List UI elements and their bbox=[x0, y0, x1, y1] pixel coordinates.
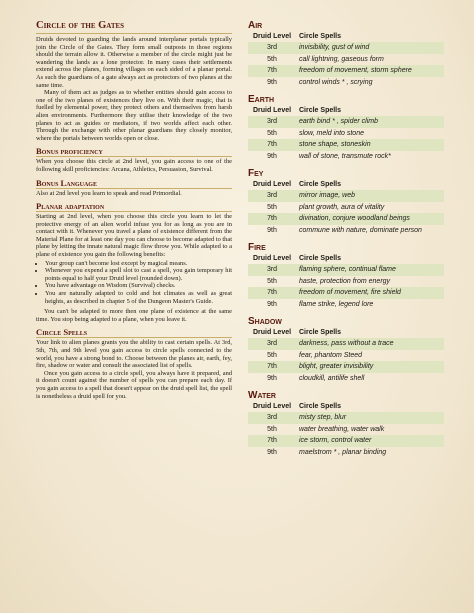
table-row bbox=[248, 65, 444, 77]
table-row bbox=[248, 276, 444, 288]
level-cell: 5th bbox=[267, 55, 277, 63]
spells-cell: stone shape, stoneskin bbox=[296, 139, 444, 151]
level-cell: 3rd bbox=[248, 190, 296, 202]
spells-cell: freedom of movement, storm sphere bbox=[296, 65, 444, 77]
column-header-level: Druid Level bbox=[252, 329, 292, 336]
table-row bbox=[248, 116, 444, 128]
table-row bbox=[248, 225, 444, 237]
level-cell: 5th bbox=[267, 203, 277, 211]
level-cell: 7th bbox=[248, 139, 296, 151]
level-cell: 3rd bbox=[248, 42, 296, 54]
spells-cell: ice storm, control water bbox=[296, 435, 444, 447]
planar-adaptation-heading: Planar adaptation bbox=[36, 201, 232, 212]
table-row bbox=[248, 139, 444, 151]
level-cell: 9th bbox=[267, 300, 277, 308]
table-row bbox=[248, 77, 444, 89]
level-cell: 7th bbox=[248, 65, 296, 77]
level-cell: 3rd bbox=[248, 116, 296, 128]
level-cell: 3rd bbox=[248, 412, 296, 424]
table-row bbox=[248, 287, 444, 299]
circle-spells-text-2: Once you gain access to a circle spell, you always have it prepared, and it doesn't count against the number of spells you can prepare each day. If you gain access to a spell that doesn't appear on the druid spell list, the spell is nonetheless a druid spell for you. bbox=[36, 369, 232, 400]
spell-table-fey bbox=[248, 168, 444, 236]
spells-cell: call lightning, gaseous form bbox=[299, 55, 384, 63]
table-title: Air bbox=[248, 20, 263, 31]
column-header-level: Druid Level bbox=[252, 107, 292, 114]
spells-cell: darkness, pass without a trace bbox=[296, 338, 444, 350]
spell-table-shadow bbox=[248, 316, 444, 384]
spells-cell: misty step, blur bbox=[296, 412, 444, 424]
table-row bbox=[248, 350, 444, 362]
column-header-level: Druid Level bbox=[252, 33, 292, 40]
level-cell: 9th bbox=[267, 374, 277, 382]
spells-cell: fear, phantom Steed bbox=[299, 351, 363, 359]
level-cell: 3rd bbox=[248, 338, 296, 350]
level-cell: 5th bbox=[267, 129, 277, 137]
table-row bbox=[248, 128, 444, 140]
level-cell: 9th bbox=[267, 152, 277, 160]
level-cell: 3rd bbox=[248, 264, 296, 276]
level-cell: 7th bbox=[248, 435, 296, 447]
benefits-list bbox=[36, 260, 232, 306]
table-title: Shadow bbox=[248, 316, 282, 327]
planar-adaptation-text: Starting at 2nd level, when you choose this circle you learn to let the protective energy of an alien world infuse you for as long as you are in contact with it. Whenever you travel a plane of existence different from the Material Plane for at least one day you can choose to become adapted to that plane by letting the innate natural magic flow throw you. While adapted to a plane of existence you gain the following benefits: bbox=[36, 213, 232, 259]
level-cell: 5th bbox=[267, 277, 277, 285]
table-row bbox=[248, 190, 444, 202]
benefit-item: • Your group can't become lost except by magical means. bbox=[45, 260, 232, 268]
spells-cell: slow, meld into stone bbox=[299, 129, 364, 137]
spell-table-water bbox=[248, 390, 444, 458]
table-title: Earth bbox=[248, 94, 275, 105]
circle-spells-text-1: Your link to alien planes grants you the ability to cast certain spells. At 3rd, 5th, 7th, and 9th level you gain access to circle spells connected to the world, you have a strong bond to. Choose between the planes air, earth, fey, fire, shadow or water and consult the associated list of spells. bbox=[36, 339, 232, 370]
column-header-spells: Circle Spells bbox=[299, 255, 342, 262]
table-row bbox=[248, 202, 444, 214]
left-column bbox=[36, 20, 232, 400]
benefit-item: • Whenever you expend a spell slot to cast a spell, you gain temporary hit points equal to half your Druid level (rounded down). bbox=[45, 267, 232, 282]
spells-cell: plant growth, aura of vitality bbox=[299, 203, 385, 211]
spell-table-fire bbox=[248, 242, 444, 310]
adaptation-limit-text: You can't be adapted to more then one plane of existence at the same time. You stop being adapted to a plane, when you leave it. bbox=[36, 308, 232, 323]
spells-cell: earth bind * , spider climb bbox=[296, 116, 444, 128]
level-cell: 7th bbox=[248, 361, 296, 373]
table-row bbox=[248, 338, 444, 350]
spells-cell: freedom of movement, fire shield bbox=[296, 287, 444, 299]
spell-table-air bbox=[248, 20, 444, 88]
spells-cell: haste, protection from energy bbox=[299, 277, 391, 285]
level-cell: 5th bbox=[267, 351, 277, 359]
table-title: Fey bbox=[248, 168, 264, 179]
level-cell: 5th bbox=[267, 425, 277, 433]
table-row bbox=[248, 42, 444, 54]
column-header-level: Druid Level bbox=[252, 255, 292, 262]
table-row bbox=[248, 424, 444, 436]
table-row bbox=[248, 54, 444, 66]
benefit-item: • You have advantage on Wisdom (Survival) checks. bbox=[45, 282, 232, 290]
spells-cell: blight, greater invisibility bbox=[296, 361, 444, 373]
column-header-spells: Circle Spells bbox=[299, 181, 342, 188]
column-header-level: Druid Level bbox=[252, 181, 292, 188]
spell-tables-column bbox=[248, 20, 444, 464]
column-header-spells: Circle Spells bbox=[299, 107, 342, 114]
column-header-spells: Circle Spells bbox=[299, 403, 342, 410]
table-title: Fire bbox=[248, 242, 266, 253]
intro-paragraph-2: Many of them act as judges as to whether entities should gain access to one of the two planes of existences they live on. With their magic, that is fuelled by elemental power, they protect others and themselves from harsh alien environments. Furthermore they utilise their knowledge of the two planes to act as guides or mediators, if two worlds affect each other. Through the exchange with other planar guardians they closely monitor, where the portals between worlds open or close. bbox=[36, 89, 232, 142]
table-row bbox=[248, 412, 444, 424]
bonus-language-heading: Bonus Language bbox=[36, 178, 232, 189]
intro-paragraph-1: Druids devoted to guarding the lands around interplanar portals typically join the Circle of the Gates. They form small outposts in those regions should the terrain allow it. Otherwise a member of the circle might just be wandering the lands as a lone protector. In many cases their settlements extend across the planes, forming villages on each sided of a planar portal. As such the guardians of a gate always act as protectors of two planes at the same time. bbox=[36, 36, 232, 89]
table-row bbox=[248, 435, 444, 447]
spells-cell: flame strike, legend lore bbox=[299, 300, 374, 308]
spells-cell: flaming sphere, continual flame bbox=[296, 264, 444, 276]
spells-cell: maelstrom * , planar binding bbox=[299, 448, 387, 456]
table-row bbox=[248, 373, 444, 385]
table-row bbox=[248, 264, 444, 276]
bonus-language-text: Also at 2nd level you learn to speak and read Primordial. bbox=[36, 189, 182, 197]
spells-cell: commune with nature, dominate person bbox=[299, 226, 422, 234]
level-cell: 9th bbox=[267, 448, 277, 456]
spell-table-earth bbox=[248, 94, 444, 162]
table-row bbox=[248, 447, 444, 459]
section-title: Circle of the Gates bbox=[36, 20, 232, 34]
table-row bbox=[248, 151, 444, 163]
spells-cell: mirror image, web bbox=[296, 190, 444, 202]
level-cell: 7th bbox=[248, 213, 296, 225]
bonus-proficiency-heading: Bonus proficiency bbox=[36, 146, 232, 157]
column-header-spells: Circle Spells bbox=[299, 329, 342, 336]
table-row bbox=[248, 299, 444, 311]
table-title: Water bbox=[248, 390, 276, 401]
benefit-item: • You are naturally adapted to cold and hot climates as well as great heights, as described in chapter 5 of the Dungeon Master's Guide. bbox=[45, 290, 232, 305]
spells-cell: invisibility, gust of wind bbox=[296, 42, 444, 54]
column-header-level: Druid Level bbox=[252, 403, 292, 410]
table-row bbox=[248, 361, 444, 373]
bonus-proficiency-text: When you choose this circle at 2nd level, you gain access to one of the following skill proficiencies: Arcana, Athletics, Persuasion, Survival. bbox=[36, 158, 232, 173]
spells-cell: wall of stone, transmute rock* bbox=[299, 152, 391, 160]
spells-cell: control winds * , scrying bbox=[299, 78, 373, 86]
column-header-spells: Circle Spells bbox=[299, 33, 342, 40]
level-cell: 7th bbox=[248, 287, 296, 299]
level-cell: 9th bbox=[267, 226, 277, 234]
table-row bbox=[248, 213, 444, 225]
level-cell: 9th bbox=[267, 78, 277, 86]
spells-cell: divination, conjure woodland beings bbox=[296, 213, 444, 225]
spells-cell: water breathing, water walk bbox=[299, 425, 385, 433]
spells-cell: cloudkill, antilife shell bbox=[299, 374, 365, 382]
circle-spells-heading: Circle Spells bbox=[36, 327, 232, 338]
